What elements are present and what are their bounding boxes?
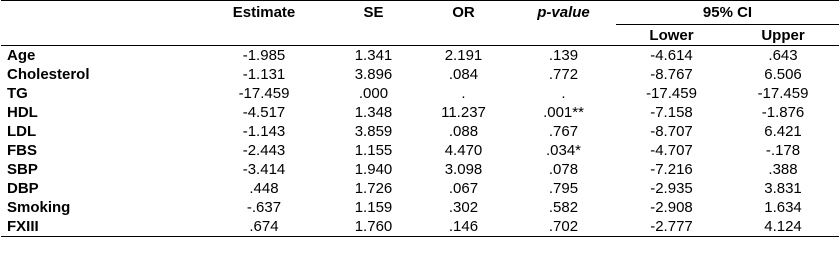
table-row [1,160,839,179]
row-ci-lower: -2.777 [616,217,727,237]
row-ci-upper: 3.831 [764,180,802,197]
row-se: 1.341 [354,47,393,64]
header-blank [511,25,616,46]
row-ci-upper: -17.459 [757,85,809,102]
row-p-value: .034* [545,142,582,159]
row-estimate: -2.443 [242,142,286,159]
table-row [1,217,839,237]
row-ci-upper: 4.124 [727,217,839,237]
row-or: .084 [448,66,479,83]
row-variable: Age [7,47,36,64]
row-ci-upper: 1.634 [764,199,802,216]
row-ci-lower: -7.158 [650,104,693,121]
header-blank [331,25,416,46]
table-body [1,46,839,237]
row-ci-lower: -4.614 [650,47,693,64]
row-estimate: -1.985 [242,47,286,64]
row-se: .000 [358,85,389,102]
row-se: 3.896 [354,66,393,83]
row-or: .067 [448,180,479,197]
table-row [1,141,839,160]
row-estimate: .674 [197,217,331,237]
table-row [1,179,839,198]
row-ci-upper: .643 [768,47,798,64]
row-p-value: .795 [548,180,579,197]
row-or: 4.470 [444,142,483,159]
row-p-value: .582 [548,199,579,216]
regression-results-table [1,0,839,237]
row-estimate: -1.143 [242,123,286,140]
row-variable: TG [7,85,28,102]
row-variable: Cholesterol [7,66,90,83]
row-variable: SBP [7,161,38,178]
row-variable: Smoking [7,199,71,216]
row-p-value: .772 [548,66,579,83]
header-estimate: Estimate [197,1,331,25]
row-estimate: .448 [249,180,279,197]
row-or: 2.191 [444,47,483,64]
row-se: 1.726 [354,180,393,197]
row-or: 3.098 [444,161,483,178]
row-variable: FBS [7,142,37,159]
row-se: 1.159 [354,199,393,216]
row-estimate: -3.414 [242,161,286,178]
header-row-top [1,1,839,25]
row-estimate: -4.517 [242,104,286,121]
table-row [1,84,839,103]
header-p-value: p-value [511,1,616,25]
row-p-value: .001** [543,104,584,121]
header-ci-upper: Upper [727,25,839,46]
header-se: SE [331,1,416,25]
row-estimate: -1.131 [242,66,286,83]
header-row-bottom [1,25,839,46]
row-or: .088 [448,123,479,140]
header-or: OR [416,1,511,25]
header-95-ci: 95% CI [616,1,839,25]
table-row [1,103,839,122]
row-ci-upper: -.178 [765,142,801,159]
row-p-value: . [561,85,566,102]
row-ci-lower: -2.935 [650,180,693,197]
row-p-value: .702 [511,217,616,237]
header-blank [416,25,511,46]
header-blank [197,25,331,46]
row-ci-upper: 6.421 [764,123,802,140]
header-ci-lower: Lower [616,25,727,46]
row-estimate: -17.459 [238,85,290,102]
row-or: . [461,85,466,102]
row-ci-upper: .388 [768,161,798,178]
row-p-value: .078 [548,161,579,178]
row-ci-lower: -17.459 [646,85,697,102]
row-p-value: .767 [548,123,579,140]
row-ci-upper: -1.876 [761,104,805,121]
row-variable: LDL [7,123,37,140]
row-se: 1.155 [354,142,393,159]
row-variable: HDL [7,104,38,121]
row-se: 1.940 [354,161,393,178]
row-ci-upper: 6.506 [764,66,802,83]
row-p-value: .139 [548,47,579,64]
row-ci-lower: -2.908 [650,199,693,216]
row-ci-lower: -8.767 [650,66,693,83]
row-or: 11.237 [441,104,486,121]
table-row [1,198,839,217]
table-row [1,46,839,66]
row-ci-lower: -8.707 [650,123,693,140]
row-or: .302 [448,199,479,216]
row-se: 3.859 [354,123,393,140]
row-se: 1.760 [331,217,416,237]
table-header [1,1,839,46]
row-se: 1.348 [354,104,393,121]
row-or: .146 [416,217,511,237]
row-variable: DBP [7,180,39,197]
row-variable: FXIII [1,217,197,237]
row-ci-lower: -7.216 [650,161,693,178]
header-variable-blank [1,1,197,25]
table-row [1,65,839,84]
row-ci-lower: -4.707 [650,142,693,159]
table-row [1,122,839,141]
row-estimate: -.637 [246,199,282,216]
header-blank [1,25,197,46]
